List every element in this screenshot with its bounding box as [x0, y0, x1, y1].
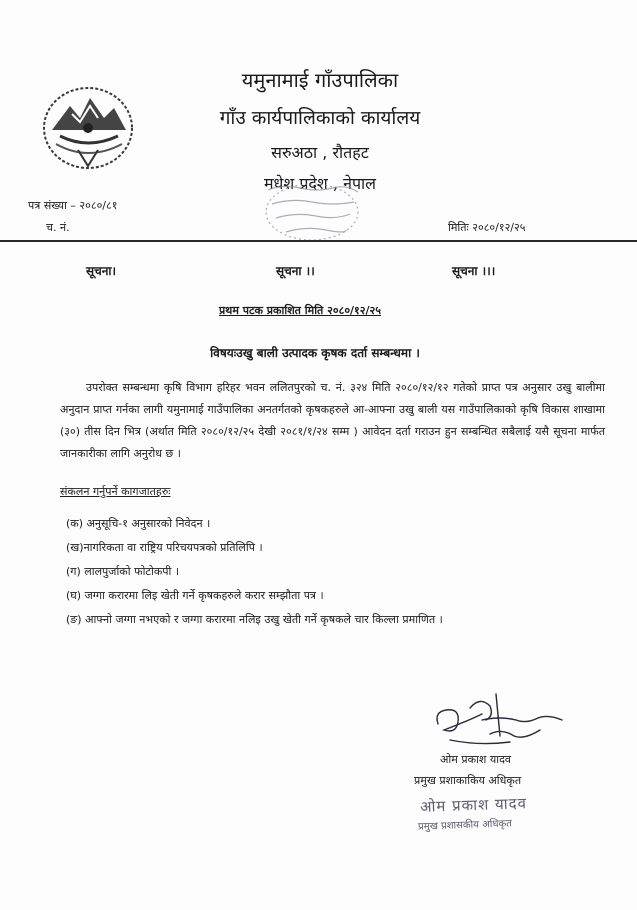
name-stamp: ओम प्रकाश यादव [419, 794, 528, 816]
published-date: प्रथम पटक प्रकाशित मिति २०८०/१२/२५ [219, 304, 381, 317]
body-paragraph: उपरोक्त सम्बन्धमा कृषि विभाग हरिहर भवन ललितपुरको च. नं. ३२४ मिति २०८०/१२/१२ गतेको प्राप्त पत्र अनुसार उखु बालीमा अनुदान प्राप्त गर्नका लागी यमुनामाई गाउँपालिका अनतर्गतको कृषकहरुले आ-आफ्ना उखु बाली यस गाउँपालिकाको कृषि विकास शाखामा (३०) तीस दिन भित्र (अर्थात मिति २०८०/१२/२५ देखी २०८१/१/२४ सम्म ) आवेदन दर्ता गराउन हुन सम्बन्धित सबैलाई यसै सूचना मार्फत जानकारीका लागि अनुरोध छ । [60, 381, 605, 460]
signatory-name: ओम प्रकाश यादव [440, 753, 512, 766]
documents-title: संकलन गर्नुपर्ने कागजातहरुः [60, 485, 171, 498]
list-item: (ख)नागरिकता वा राष्ट्रिय परिचयपत्रको प्रतिलिपि । [66, 541, 263, 554]
list-item: (घ) जग्गा करारमा लिइ खेती गर्ने कृषकहरुले करार सम्झौता पत्र । [66, 589, 324, 602]
header-divider [0, 240, 637, 242]
letter-date: मितिः २०८०/१२/२५ [448, 221, 526, 234]
notice-heading-3: सूचना ।।। [452, 264, 496, 278]
office-subtitle: गाँउ कार्यपालिकाको कार्यालय [219, 107, 421, 129]
handwritten-signature-icon [430, 690, 570, 752]
letter-number: पत्र संख्या – २०८०/८१ [28, 199, 118, 212]
notice-heading-2: सूचना ।। [276, 264, 315, 278]
letter-body [60, 377, 605, 465]
list-item: (ग) लालपुर्जाको फोटोकपी । [66, 565, 180, 578]
letter-subject: विषयःउखु बाली उत्पादक कृषक दर्ता सम्बन्धमा । [210, 346, 420, 360]
list-item: (ङ) आफ्नो जग्गा नभएको र जग्गा करारमा नलिइ उखु खेती गर्ने कृषकले चार किल्ला प्रमाणित । [66, 613, 443, 626]
notice-heading-1: सूचना। [86, 264, 117, 278]
list-item: (क) अनुसूचि-१ अनुसारको निवेदन । [66, 517, 211, 530]
government-emblem-icon [38, 78, 138, 174]
office-stamp-icon [262, 180, 362, 244]
title-stamp: प्रमुख प्रशासकीय अधिकृत [417, 818, 513, 833]
office-address: सरुअठा , रौतहट [271, 143, 369, 162]
office-name: यमुनामाई गाँउपालिका [241, 68, 399, 92]
dispatch-number: च. नं. [46, 221, 70, 234]
signatory-title: प्रमुख प्रशाकाकिय अधिकृत [414, 774, 522, 787]
office-province: मधेश प्रदेश , नेपाल [263, 174, 377, 193]
documents-list [66, 512, 586, 632]
